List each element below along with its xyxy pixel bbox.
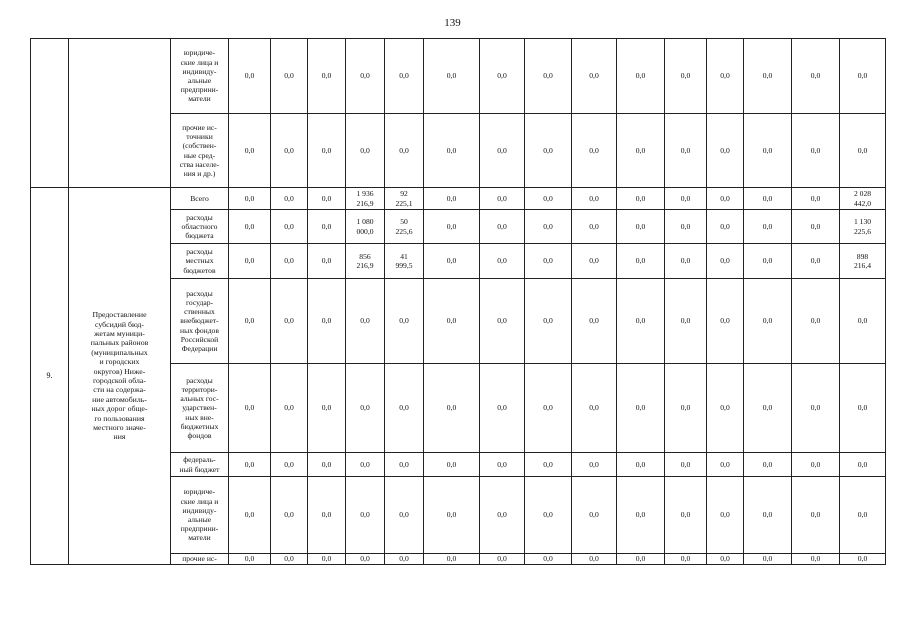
value-cell: 0,0 bbox=[424, 364, 480, 453]
value-cell: 0,0 bbox=[525, 39, 572, 114]
value-cell: 0,0 bbox=[665, 114, 707, 188]
value-cell: 0,0 bbox=[707, 279, 744, 364]
value-cell: 0,0 bbox=[229, 210, 271, 244]
value-cell: 0,0 bbox=[744, 114, 792, 188]
value-cell: 0,0 bbox=[707, 39, 744, 114]
value-cell: 0,0 bbox=[707, 364, 744, 453]
value-cell: 0,0 bbox=[346, 477, 385, 554]
value-cell: 0,0 bbox=[525, 210, 572, 244]
value-cell: 898 216,4 bbox=[840, 244, 886, 279]
value-cell: 0,0 bbox=[385, 554, 424, 565]
value-cell: 0,0 bbox=[480, 364, 525, 453]
value-cell: 0,0 bbox=[572, 244, 617, 279]
value-cell: 0,0 bbox=[572, 554, 617, 565]
value-cell: 0,0 bbox=[229, 244, 271, 279]
value-cell: 0,0 bbox=[840, 453, 886, 477]
value-cell: 0,0 bbox=[424, 477, 480, 554]
value-cell: 0,0 bbox=[617, 244, 665, 279]
value-cell: 0,0 bbox=[271, 39, 308, 114]
value-cell: 0,0 bbox=[525, 554, 572, 565]
value-cell: 0,0 bbox=[229, 188, 271, 210]
value-cell: 0,0 bbox=[271, 554, 308, 565]
value-cell: 0,0 bbox=[792, 244, 840, 279]
value-cell: 0,0 bbox=[665, 279, 707, 364]
value-cell: 0,0 bbox=[840, 114, 886, 188]
funding-source: расходы местных бюджетов bbox=[171, 244, 229, 279]
value-cell: 0,0 bbox=[707, 114, 744, 188]
value-cell: 0,0 bbox=[424, 114, 480, 188]
value-cell: 2 028 442,0 bbox=[840, 188, 886, 210]
value-cell: 0,0 bbox=[424, 210, 480, 244]
value-cell: 0,0 bbox=[744, 279, 792, 364]
value-cell: 0,0 bbox=[308, 114, 346, 188]
value-cell: 0,0 bbox=[229, 364, 271, 453]
value-cell: 0,0 bbox=[744, 554, 792, 565]
value-cell: 0,0 bbox=[480, 39, 525, 114]
value-cell: 0,0 bbox=[744, 39, 792, 114]
value-cell: 0,0 bbox=[480, 279, 525, 364]
value-cell: 0,0 bbox=[271, 188, 308, 210]
value-cell: 0,0 bbox=[617, 477, 665, 554]
item-number: 9. bbox=[31, 188, 69, 565]
value-cell: 0,0 bbox=[308, 364, 346, 453]
value-cell: 0,0 bbox=[665, 210, 707, 244]
value-cell: 856 216,9 bbox=[346, 244, 385, 279]
value-cell: 0,0 bbox=[525, 364, 572, 453]
value-cell: 0,0 bbox=[346, 554, 385, 565]
value-cell: 0,0 bbox=[665, 477, 707, 554]
value-cell: 0,0 bbox=[744, 210, 792, 244]
value-cell: 0,0 bbox=[271, 244, 308, 279]
value-cell: 0,0 bbox=[707, 244, 744, 279]
funding-source: федераль- ный бюджет bbox=[171, 453, 229, 477]
value-cell: 0,0 bbox=[792, 364, 840, 453]
value-cell: 0,0 bbox=[424, 188, 480, 210]
value-cell: 0,0 bbox=[385, 477, 424, 554]
value-cell: 0,0 bbox=[480, 244, 525, 279]
value-cell: 0,0 bbox=[840, 477, 886, 554]
item-number-cell bbox=[31, 39, 69, 188]
value-cell: 0,0 bbox=[572, 39, 617, 114]
value-cell: 0,0 bbox=[346, 39, 385, 114]
value-cell: 0,0 bbox=[308, 210, 346, 244]
value-cell: 0,0 bbox=[525, 244, 572, 279]
value-cell: 0,0 bbox=[308, 453, 346, 477]
value-cell: 0,0 bbox=[617, 554, 665, 565]
value-cell: 0,0 bbox=[271, 279, 308, 364]
table-row bbox=[31, 188, 886, 210]
value-cell: 0,0 bbox=[572, 188, 617, 210]
funding-source: Всего bbox=[171, 188, 229, 210]
value-cell: 92 225,1 bbox=[385, 188, 424, 210]
value-cell: 0,0 bbox=[744, 453, 792, 477]
value-cell: 0,0 bbox=[480, 554, 525, 565]
budget-table bbox=[30, 38, 886, 565]
value-cell: 0,0 bbox=[346, 279, 385, 364]
value-cell: 0,0 bbox=[665, 554, 707, 565]
item-title-cell bbox=[69, 39, 171, 188]
value-cell: 1 130 225,6 bbox=[840, 210, 886, 244]
value-cell: 0,0 bbox=[744, 188, 792, 210]
value-cell: 0,0 bbox=[525, 279, 572, 364]
value-cell: 0,0 bbox=[792, 188, 840, 210]
value-cell: 0,0 bbox=[572, 114, 617, 188]
value-cell: 0,0 bbox=[707, 453, 744, 477]
value-cell: 1 080 000,0 bbox=[346, 210, 385, 244]
value-cell: 0,0 bbox=[271, 114, 308, 188]
value-cell: 0,0 bbox=[480, 477, 525, 554]
value-cell: 0,0 bbox=[525, 477, 572, 554]
value-cell: 0,0 bbox=[424, 453, 480, 477]
value-cell: 0,0 bbox=[665, 364, 707, 453]
value-cell: 50 225,6 bbox=[385, 210, 424, 244]
value-cell: 0,0 bbox=[480, 210, 525, 244]
value-cell: 0,0 bbox=[308, 477, 346, 554]
value-cell: 0,0 bbox=[840, 364, 886, 453]
value-cell: 0,0 bbox=[424, 39, 480, 114]
value-cell: 0,0 bbox=[572, 210, 617, 244]
value-cell: 0,0 bbox=[385, 364, 424, 453]
value-cell: 0,0 bbox=[617, 364, 665, 453]
value-cell: 0,0 bbox=[271, 477, 308, 554]
value-cell: 0,0 bbox=[707, 554, 744, 565]
value-cell: 0,0 bbox=[308, 279, 346, 364]
value-cell: 0,0 bbox=[617, 39, 665, 114]
value-cell: 0,0 bbox=[480, 453, 525, 477]
value-cell: 0,0 bbox=[424, 279, 480, 364]
value-cell: 0,0 bbox=[572, 279, 617, 364]
value-cell: 0,0 bbox=[424, 554, 480, 565]
value-cell: 0,0 bbox=[229, 39, 271, 114]
value-cell: 0,0 bbox=[665, 188, 707, 210]
funding-source: прочие ис- точники (собствен- ные сред- ства населе- ния и др.) bbox=[171, 114, 229, 188]
value-cell: 0,0 bbox=[229, 477, 271, 554]
value-cell: 0,0 bbox=[385, 453, 424, 477]
value-cell: 0,0 bbox=[271, 453, 308, 477]
value-cell: 0,0 bbox=[346, 364, 385, 453]
value-cell: 0,0 bbox=[572, 364, 617, 453]
page-number: 139 bbox=[444, 17, 461, 29]
value-cell: 1 936 216,9 bbox=[346, 188, 385, 210]
value-cell: 0,0 bbox=[840, 554, 886, 565]
value-cell: 0,0 bbox=[308, 554, 346, 565]
value-cell: 0,0 bbox=[792, 210, 840, 244]
value-cell: 0,0 bbox=[665, 39, 707, 114]
value-cell: 0,0 bbox=[424, 244, 480, 279]
value-cell: 0,0 bbox=[617, 279, 665, 364]
value-cell: 0,0 bbox=[229, 453, 271, 477]
value-cell: 0,0 bbox=[840, 279, 886, 364]
value-cell: 0,0 bbox=[665, 244, 707, 279]
value-cell: 0,0 bbox=[707, 188, 744, 210]
value-cell: 0,0 bbox=[792, 279, 840, 364]
value-cell: 0,0 bbox=[792, 39, 840, 114]
value-cell: 0,0 bbox=[744, 364, 792, 453]
value-cell: 0,0 bbox=[346, 114, 385, 188]
value-cell: 0,0 bbox=[385, 279, 424, 364]
value-cell: 0,0 bbox=[525, 114, 572, 188]
value-cell: 0,0 bbox=[617, 453, 665, 477]
funding-source: юридиче- ские лица и индивиду- альные предприни- матели bbox=[171, 39, 229, 114]
funding-source: юридиче- ские лица и индивиду- альные предприни- матели bbox=[171, 477, 229, 554]
value-cell: 0,0 bbox=[792, 453, 840, 477]
value-cell: 0,0 bbox=[840, 39, 886, 114]
value-cell: 0,0 bbox=[572, 477, 617, 554]
value-cell: 0,0 bbox=[229, 114, 271, 188]
value-cell: 0,0 bbox=[525, 453, 572, 477]
value-cell: 0,0 bbox=[792, 554, 840, 565]
value-cell: 0,0 bbox=[792, 114, 840, 188]
value-cell: 0,0 bbox=[617, 114, 665, 188]
value-cell: 0,0 bbox=[744, 477, 792, 554]
value-cell: 0,0 bbox=[229, 554, 271, 565]
table-row bbox=[31, 39, 886, 114]
value-cell: 0,0 bbox=[480, 114, 525, 188]
value-cell: 0,0 bbox=[385, 39, 424, 114]
value-cell: 0,0 bbox=[271, 210, 308, 244]
funding-source: расходы государ- ственных внебюджет- ных фондов Российской Федерации bbox=[171, 279, 229, 364]
value-cell: 0,0 bbox=[572, 453, 617, 477]
value-cell: 0,0 bbox=[792, 477, 840, 554]
value-cell: 0,0 bbox=[308, 39, 346, 114]
value-cell: 0,0 bbox=[617, 210, 665, 244]
value-cell: 0,0 bbox=[707, 210, 744, 244]
value-cell: 0,0 bbox=[707, 477, 744, 554]
value-cell: 0,0 bbox=[308, 188, 346, 210]
funding-source: расходы областного бюджета bbox=[171, 210, 229, 244]
value-cell: 0,0 bbox=[525, 188, 572, 210]
value-cell: 0,0 bbox=[346, 453, 385, 477]
funding-source: расходы территори- альных гос- ударствен- ных вне- бюджетных фондов bbox=[171, 364, 229, 453]
value-cell: 0,0 bbox=[480, 188, 525, 210]
value-cell: 41 999,5 bbox=[385, 244, 424, 279]
item-title: Предоставление субсидий бюд- жетам муници- пальных районов (муниципальных и городских округов) Ниже- городской обла- сти на содержа- ние автомобиль- ных дорог обще- го пользования местного значе- ния bbox=[69, 188, 171, 565]
value-cell: 0,0 bbox=[665, 453, 707, 477]
value-cell: 0,0 bbox=[744, 244, 792, 279]
funding-source: прочие ис- bbox=[171, 554, 229, 565]
value-cell: 0,0 bbox=[271, 364, 308, 453]
value-cell: 0,0 bbox=[385, 114, 424, 188]
value-cell: 0,0 bbox=[308, 244, 346, 279]
value-cell: 0,0 bbox=[617, 188, 665, 210]
value-cell: 0,0 bbox=[229, 279, 271, 364]
